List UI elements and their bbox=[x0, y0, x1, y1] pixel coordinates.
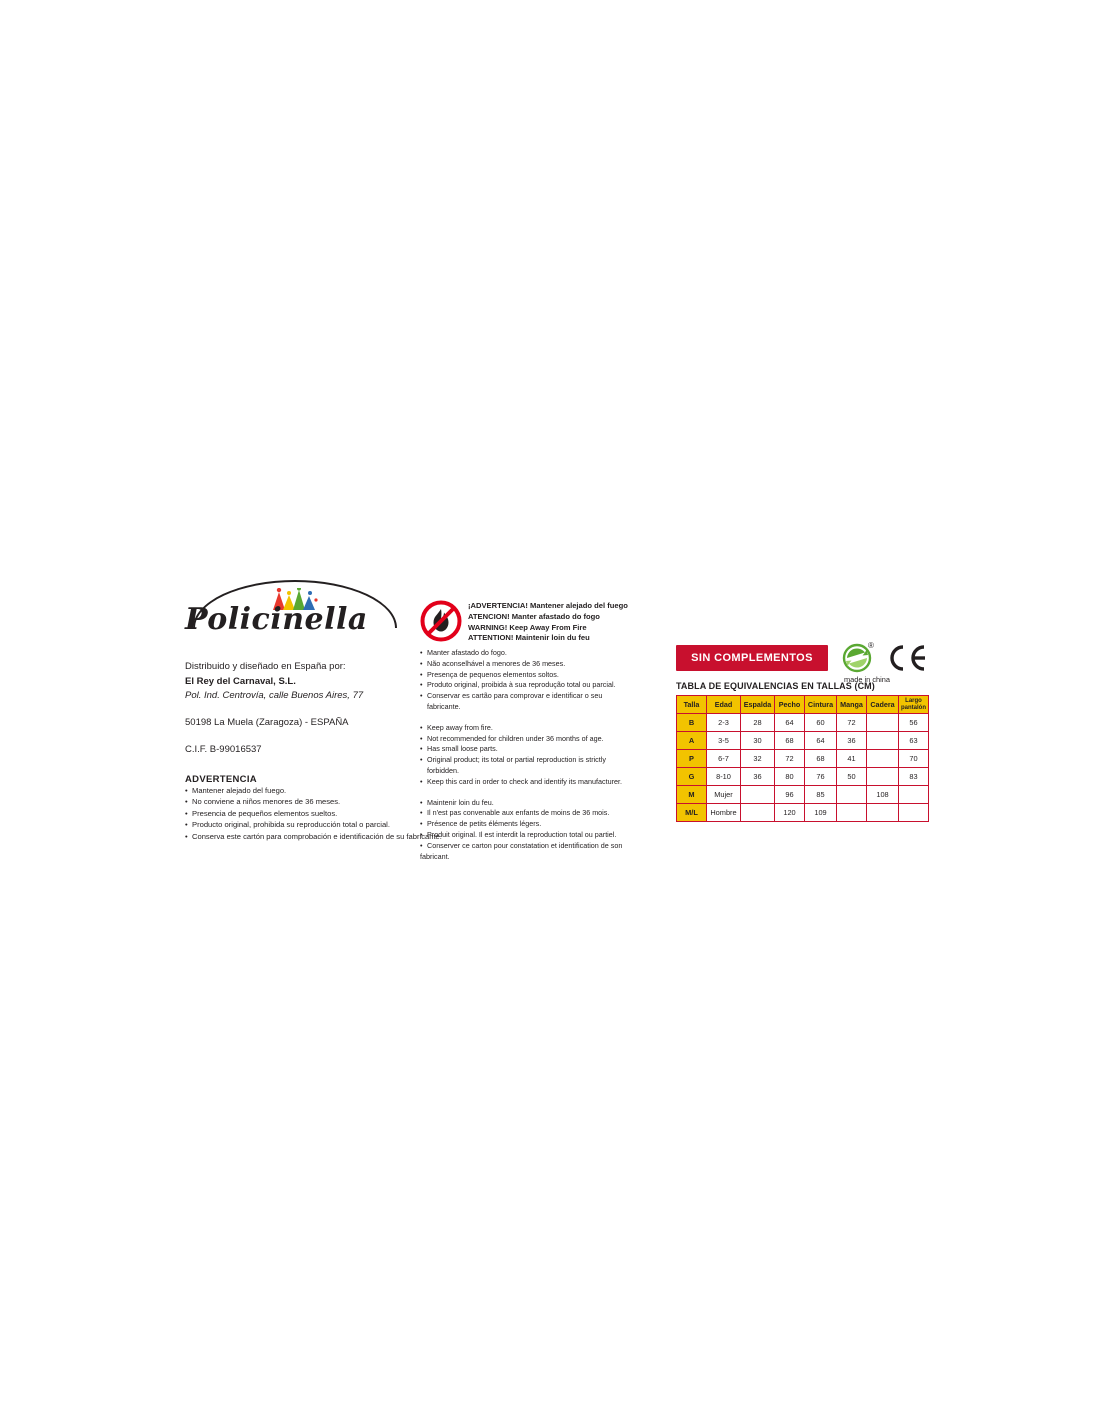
cell-talla: P bbox=[677, 750, 707, 768]
warning-list-pt bbox=[420, 648, 635, 713]
cell-talla: M bbox=[677, 786, 707, 804]
cell-talla: A bbox=[677, 732, 707, 750]
list-item: • Não aconselhável a menores de 36 meses. bbox=[420, 659, 635, 670]
list-item: • Il n'est pas convenable aux enfants de moins de 36 mois. bbox=[420, 808, 635, 819]
list-item: • Presencia de pequeños elementos sueltos. bbox=[185, 808, 445, 820]
table-row bbox=[677, 714, 929, 732]
warning-list-fr bbox=[420, 798, 635, 863]
cell-pecho: 72 bbox=[775, 750, 805, 768]
ce-mark-svg bbox=[884, 643, 928, 673]
cell-largo: 70 bbox=[899, 750, 929, 768]
headline-fr: ATTENTION! Maintenir loin du feu bbox=[468, 633, 590, 643]
table-header-row bbox=[677, 696, 929, 714]
table-row bbox=[677, 804, 929, 822]
col-header-manga: Manga bbox=[837, 696, 867, 714]
headline-en: WARNING! Keep Away From Fire bbox=[468, 622, 587, 632]
list-item: • Conservar es cartão para comprovar e identificar o seu fabricante. bbox=[420, 691, 635, 713]
warning-header bbox=[420, 600, 635, 648]
list-item: • No conviene a niños menores de 36 meses. bbox=[185, 796, 445, 808]
made-in-label: made in china bbox=[844, 675, 891, 684]
cell-talla: G bbox=[677, 768, 707, 786]
cell-cintura: 76 bbox=[805, 768, 837, 786]
cell-cintura: 68 bbox=[805, 750, 837, 768]
policinella-logo bbox=[185, 580, 400, 648]
cif-number: C.I.F. B-99016537 bbox=[185, 743, 262, 755]
cell-cadera bbox=[867, 714, 899, 732]
size-table-title: TABLA DE EQUIVALENCIAS EN TALLAS (CM) bbox=[676, 681, 875, 691]
no-fire-svg bbox=[420, 600, 462, 642]
cell-espalda: 32 bbox=[741, 750, 775, 768]
cell-manga: 72 bbox=[837, 714, 867, 732]
cell-talla: M/L bbox=[677, 804, 707, 822]
col-header-largo-pantalon bbox=[899, 696, 929, 714]
multilingual-warning-block bbox=[420, 600, 635, 862]
cell-manga: 41 bbox=[837, 750, 867, 768]
cell-edad: Mujer bbox=[707, 786, 741, 804]
distributor-block bbox=[185, 580, 445, 842]
cell-pecho: 80 bbox=[775, 768, 805, 786]
list-item: • Mantener alejado del fuego. bbox=[185, 785, 445, 797]
warning-list-es bbox=[185, 785, 445, 843]
cell-cadera bbox=[867, 768, 899, 786]
cell-largo bbox=[899, 804, 929, 822]
header-largo-line1: Largo bbox=[905, 698, 922, 705]
list-item: • Has small loose parts. bbox=[420, 744, 635, 755]
cell-edad: 3-5 bbox=[707, 732, 741, 750]
cell-pecho: 96 bbox=[775, 786, 805, 804]
list-item: • Keep this card in order to check and identify its manufacturer. bbox=[420, 777, 635, 788]
logo-wordmark: Policinella bbox=[185, 602, 368, 637]
cell-cintura: 60 bbox=[805, 714, 837, 732]
col-header-cadera: Cadera bbox=[867, 696, 899, 714]
cell-cintura: 64 bbox=[805, 732, 837, 750]
table-row bbox=[677, 768, 929, 786]
warning-title: ADVERTENCIA bbox=[185, 773, 257, 785]
cell-cadera bbox=[867, 750, 899, 768]
cell-manga: 50 bbox=[837, 768, 867, 786]
list-item: • Produto original, proibida à sua reprodução total ou parcial. bbox=[420, 680, 635, 691]
cell-espalda bbox=[741, 804, 775, 822]
company-name: El Rey del Carnaval, S.L. bbox=[185, 675, 296, 687]
warning-headline bbox=[468, 601, 628, 644]
cell-pecho: 68 bbox=[775, 732, 805, 750]
headline-pt: ATENCION! Manter afastado do fogo bbox=[468, 611, 600, 621]
cell-talla: B bbox=[677, 714, 707, 732]
cell-edad: 6-7 bbox=[707, 750, 741, 768]
cell-manga bbox=[837, 804, 867, 822]
list-item: • Presença de pequenos elementos soltos. bbox=[420, 670, 635, 681]
list-item: • Original product; its total or partial reproduction is strictly forbidden. bbox=[420, 755, 635, 777]
cell-edad: 8-10 bbox=[707, 768, 741, 786]
col-header-talla: Talla bbox=[677, 696, 707, 714]
cell-largo: 83 bbox=[899, 768, 929, 786]
cell-espalda: 30 bbox=[741, 732, 775, 750]
no-fire-icon bbox=[420, 600, 462, 642]
col-header-pecho: Pecho bbox=[775, 696, 805, 714]
certification-badges bbox=[842, 643, 932, 691]
table-row bbox=[677, 786, 929, 804]
ce-mark-icon bbox=[884, 643, 928, 673]
cell-largo: 56 bbox=[899, 714, 929, 732]
col-header-espalda: Espalda bbox=[741, 696, 775, 714]
cell-espalda: 36 bbox=[741, 768, 775, 786]
size-equivalence-table bbox=[676, 695, 929, 822]
list-item: • Conserva este cartón para comprobación e identificación de su fabricante. bbox=[185, 831, 445, 843]
cell-largo: 63 bbox=[899, 732, 929, 750]
cell-espalda: 28 bbox=[741, 714, 775, 732]
distributed-label: Distribuido y diseñado en España por: bbox=[185, 661, 346, 672]
cell-manga: 36 bbox=[837, 732, 867, 750]
header-largo-line2: pantalón bbox=[901, 704, 926, 711]
list-item: • Producto original, prohibida su reproducción total o parcial. bbox=[185, 819, 445, 831]
cell-cintura: 109 bbox=[805, 804, 837, 822]
table-row bbox=[677, 750, 929, 768]
headline-es: ¡ADVERTENCIA! Mantener alejado del fuego bbox=[468, 601, 628, 610]
cell-espalda bbox=[741, 786, 775, 804]
cell-cadera bbox=[867, 732, 899, 750]
list-item-continuation: fabricant. bbox=[420, 851, 450, 861]
cell-largo bbox=[899, 786, 929, 804]
cell-cadera bbox=[867, 804, 899, 822]
address-line-1: Pol. Ind. Centrovía, calle Buenos Aires, 77 bbox=[185, 690, 364, 702]
col-header-cintura: Cintura bbox=[805, 696, 837, 714]
list-item: • Not recommended for children under 36 months of age. bbox=[420, 734, 635, 745]
list-item: • Présence de petits éléments légers. bbox=[420, 819, 635, 830]
list-item: • Conserver ce carton pour constatation et identification de son bbox=[420, 841, 635, 852]
registered-trademark-icon: ® bbox=[868, 641, 874, 650]
warning-list-en bbox=[420, 723, 635, 788]
cell-cintura: 85 bbox=[805, 786, 837, 804]
no-accessories-badge: SIN COMPLEMENTOS bbox=[676, 645, 828, 671]
col-header-edad: Edad bbox=[707, 696, 741, 714]
table-row bbox=[677, 732, 929, 750]
cell-cadera: 108 bbox=[867, 786, 899, 804]
cell-edad: 2-3 bbox=[707, 714, 741, 732]
list-item: • Keep away from fire. bbox=[420, 723, 635, 734]
list-item: • Maintenir loin du feu. bbox=[420, 798, 635, 809]
list-item: • Manter afastado do fogo. bbox=[420, 648, 635, 659]
cell-edad: Hombre bbox=[707, 804, 741, 822]
address-line-2: 50198 La Muela (Zaragoza) - ESPAÑA bbox=[185, 717, 349, 729]
size-table-block bbox=[676, 641, 931, 822]
cell-manga bbox=[837, 786, 867, 804]
cell-pecho: 120 bbox=[775, 804, 805, 822]
cell-pecho: 64 bbox=[775, 714, 805, 732]
list-item: • Produit original. Il est interdit la reproduction total ou partiel. bbox=[420, 830, 635, 841]
